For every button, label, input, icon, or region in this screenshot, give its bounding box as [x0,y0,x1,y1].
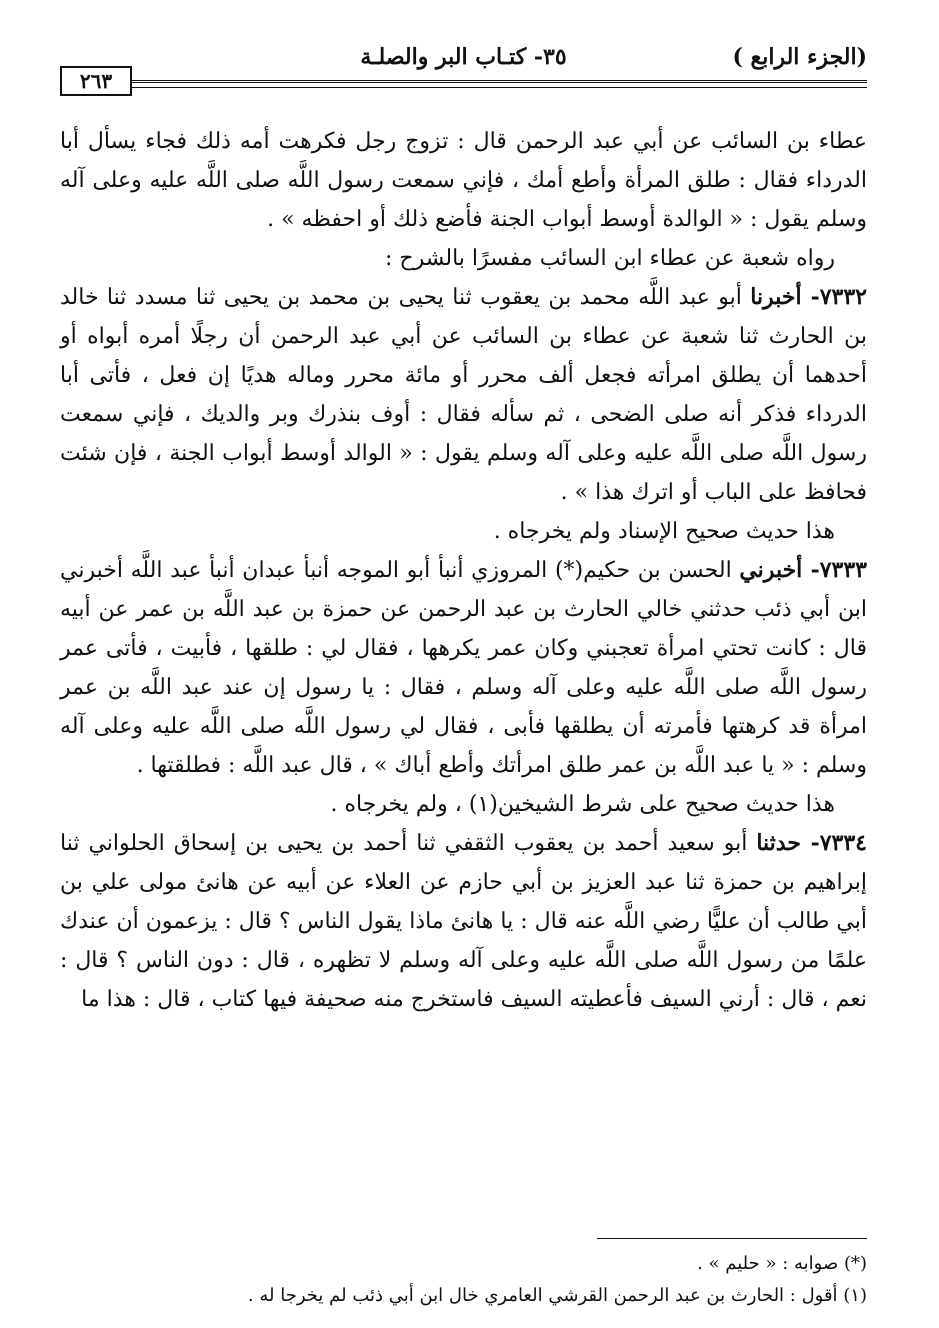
header-rule [130,80,867,88]
hadith-number: ٧٣٣٤- حدثنا [756,830,867,856]
footnote-1: (١) أقول : الحارث بن عبد الرحمن القرشي العامري خال ابن أبي ذئب لم يخرجا له . [247,1285,867,1306]
page-number: ٢٦٣ [60,66,132,96]
grading-7333: هذا حديث صحيح على شرط الشيخين(١) ، ولم يخرجاه . [330,792,835,817]
hadith-text: الحسن بن حكيم(*) المروزي أنبأ أبو الموجه أنبأ عبدان أنبأ عبد اللَّه أخبرني ابن أبي ذئب حدثني خالي الحارث بن عبد الرحمن عن حمزة بن عبد اللَّه بن عمر عن أبيه قال : كانت تحتي امرأة تعجبني وكان عمر يكرهها ، فقال لي : طلقها ، فأبيت ، فأتى عمر رسول اللَّه صلى اللَّه عليه وعلى آله وسلم ، فقال : يا رسول إن عند عبد اللَّه بن عمر امرأة قد كرهتها فأمرته أن يطلقها فأبى ، فقال لي رسول اللَّه صلى اللَّه عليه وعلى آله وسلم : « يا عبد اللَّه بن عمر طلق امرأتك وأطع أباك » ، قال عبد اللَّه : فطلقتها . [60,558,867,778]
hadith-number: ٧٣٣٢- أخبرنا [750,284,867,310]
grading-7332: هذا حديث صحيح الإسناد ولم يخرجاه . [493,519,835,544]
main-text [60,122,867,1019]
hadith-7333 [60,551,867,785]
paragraph-2: رواه شعبة عن عطاء ابن السائب مفسرًا بالشرح : [385,246,835,271]
footnote-star: (*) صوابه : « حليم » . [697,1253,867,1274]
footnote-rule [597,1238,867,1239]
header-volume: (الجزء الرابع ) [732,44,867,70]
footnotes [60,1248,867,1312]
paragraph-1: عطاء بن السائب عن أبي عبد الرحمن قال : تزوج رجل فكرهت أمه ذلك فجاء يسأل أبا الدرداء فقال : طلق المرأة وأطع أمك ، فإني سمعت رسول اللَّه صلى اللَّه عليه وعلى آله وسلم يقول : « الوالدة أوسط أبواب الجنة فأضع ذلك أو احفظه » . [60,129,867,232]
hadith-text: أبو عبد اللَّه محمد بن يعقوب ثنا يحيى بن محمد بن يحيى ثنا مسدد ثنا خالد بن الحارث ثنا شعبة عن عطاء بن السائب عن أبي عبد الرحمن أن رجلًا أمره أبواه أو أحدهما أن يطلق امرأته فجعل ألف محرر أو مائة محرر وماله هديًا إن فعل ، فأتى أبا الدرداء فذكر أنه صلى الضحى ، ثم سأله فقال : أوف بنذرك وبر والديك ، فإني سمعت رسول اللَّه صلى اللَّه عليه وعلى آله وسلم يقول : « الوالد أوسط أبواب الجنة ، فإن شئت فحافظ على الباب أو اترك هذا » . [60,285,867,505]
hadith-7332 [60,278,867,512]
hadith-7334 [60,824,867,1019]
hadith-number: ٧٣٣٣- أخبرني [739,557,867,583]
hadith-text: أبو سعيد أحمد بن يعقوب الثقفي ثنا أحمد بن يحيى بن إسحاق الحلواني ثنا إبراهيم بن حمزة ثنا عبد العزيز بن أبي حازم عن العلاء عن أبيه عن هانئ مولى علي بن أبي طالب أن عليًّا رضي اللَّه عنه قال : يا هانئ ماذا يقول الناس ؟ قال : يزعمون أن عندك علمًا من رسول اللَّه صلى اللَّه عليه وعلى آله وسلم لا تظهره ، قال : دون الناس ؟ قال : نعم ، قال : أرني السيف فأعطيته السيف فاستخرج منه صحيفة فيها كتاب ، قال : هذا ما [60,831,867,1012]
page [60,38,867,1306]
running-header [60,38,867,96]
header-book-title: ٣٥- كتـاب البر والصلـة [360,44,567,70]
